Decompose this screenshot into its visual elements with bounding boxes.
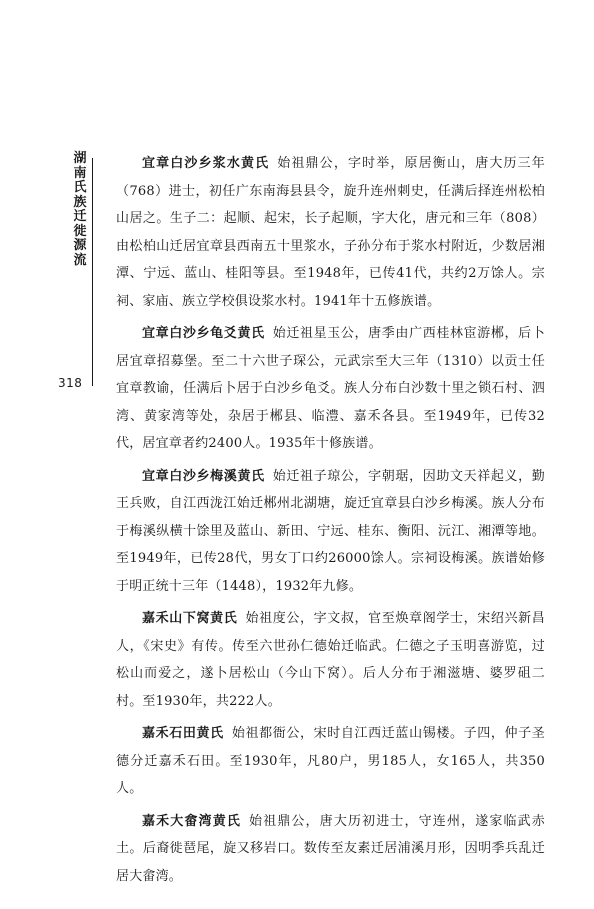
entry-text: 始祖鼎公，字时举，原居衡山，唐大历三年（768）进士，初任广东南海县县令，旋升连州刺史，任满后择连州松柏山居之。生子二：起顺、起宋，长子起顺，字大化，唐元和三年（808）由松柏山迁居宜章县西南五十里浆水，子孙分布于浆水村附近，少数居湘潭、宁远、蓝山、桂阳等县。至1948年，已传41代，共约2万馀人。宗祠、家庙、族立学校俱设浆水村。1941年十五修族谱。 [116,156,545,309]
clan-entry [116,605,545,715]
clan-entry [116,808,545,891]
page-number: 318 [58,376,83,390]
entry-title: 嘉禾石田黄氏 [142,726,224,741]
clan-entry [116,320,545,458]
clan-entry [116,463,545,601]
entry-text: 始祖度公，字文叔，官至焕章阁学士，宋绍兴新昌人，《宋史》有传。传至六世孙仁德始迁临武。仁德之子玉明喜游览，过松山而爱之，遂卜居松山（今山下窝）。后人分布于湘滋塘、婆罗砠二村。至1930年，共222人。 [116,611,545,709]
entry-title: 宜章白沙乡龟爻黄氏 [142,326,265,341]
entry-title: 嘉禾山下窝黄氏 [142,611,238,626]
entry-text: 始迁祖子琼公，字朝琚，因助文天祥起义，勤王兵败，自江西泷江始迁郴州北湖塘，旋迁宜章县白沙乡梅溪。族人分布于梅溪纵横十馀里及蓝山、新田、宁远、桂东、衡阳、沅江、湘潭等地。至1949年，已传28代，男女丁口约26000馀人。宗祠设梅溪。族谱始修于明正统十三年（1448），1932年九修。 [116,468,545,594]
entry-title: 嘉禾大畲湾黄氏 [142,813,241,829]
margin-divider [92,158,93,386]
entry-title: 宜章白沙乡梅溪黄氏 [142,468,265,484]
entry-text: 始祖都衙公，宋时自江西迁蓝山锡楼。子四，仲子圣德分迁嘉禾石田。至1930年，凡80户，男185人，女165人，共350人。 [116,726,545,796]
page-body [116,150,545,895]
running-title: 湖南氏族迁徙源流 [73,151,87,268]
entry-title: 宜章白沙乡浆水黄氏 [142,156,270,171]
entry-text: 始祖鼎公，唐大历初进士，守连州，遂家临武赤土。后裔徙琶尾，旋又移岩口。数传至友素迁居浦溪月形，因明季兵乱迁居大畲湾。 [116,813,545,884]
clan-entry [116,720,545,803]
entry-text: 始迁祖星玉公，唐季由广西桂林宦游郴，后卜居宜章招募堡。至二十六世子琛公，元武宗至大三年（1310）以贡士任宜章教谕，任满后卜居于白沙乡龟爻。族人分布白沙数十里之锁石村、泗湾、黄家湾等处，杂居于郴县、临澧、嘉禾各县。至1949年，已传32代，居宜章者约2400人。1935年十修族谱。 [116,326,545,451]
clan-entry [116,150,545,315]
